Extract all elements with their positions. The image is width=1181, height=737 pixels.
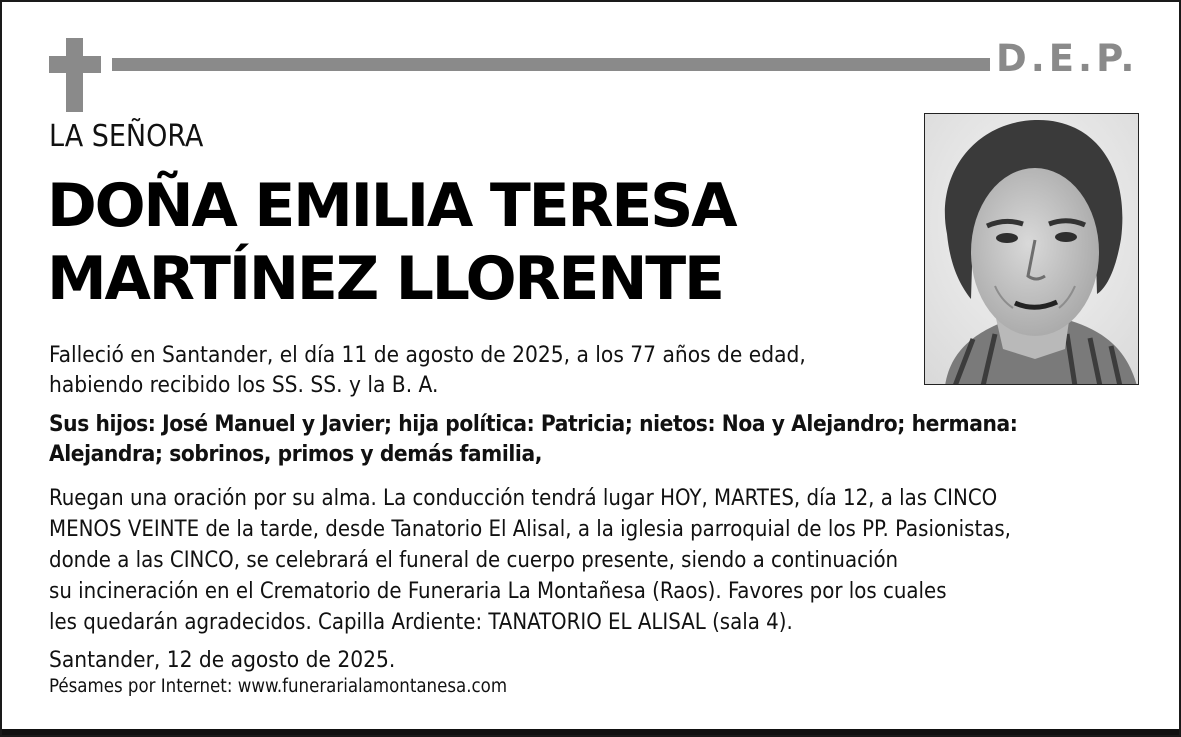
funeral-line: Ruegan una oración por su alma. La conducción tendrá lugar HOY, MARTES, día 12, a las CINCO [49,486,998,511]
cross-icon [49,38,101,112]
deceased-name-line-2: MARTÍNEZ LLORENTE [47,244,723,314]
funeral-details [49,483,1011,638]
family-line: Sus hijos: José Manuel y Javier; hija política: Patricia; nietos: Noa y Alejandro; hermana: [49,411,1018,437]
funeral-line: donde a las CINCO, se celebrará el funeral de cuerpo presente, siendo a continuación [49,548,899,573]
bottom-border [2,729,1179,735]
deceased-name-line-1: DOÑA EMILIA TERESA [47,171,736,241]
place-date: Santander, 12 de agosto de 2025. [49,647,396,673]
family-line: Alejandra; sobrinos, primos y demás familia, [49,441,542,467]
internet-condolences: Pésames por Internet: www.funerarialamontanesa.com [49,676,508,697]
death-line: Falleció en Santander, el día 11 de agosto de 2025, a los 77 años de edad, [49,342,806,368]
funeral-line: les quedarán agradecidos. Capilla Ardiente: TANATORIO EL ALISAL (sala 4). [49,610,793,635]
death-statement [49,340,806,400]
salutation: LA SEÑORA [49,119,204,154]
dep-label: D.E.P. [996,37,1139,80]
header-rule [112,58,990,71]
funeral-line: su incineración en el Crematorio de Funeraria La Montañesa (Raos). Favores por los cuales [49,579,947,604]
death-line: habiendo recibido los SS. SS. y la B. A. [49,372,439,398]
deceased-name [47,170,907,316]
funeral-line: MENOS VEINTE de la tarde, desde Tanatorio El Alisal, a la iglesia parroquial de los PP. Pasionistas, [49,517,1011,542]
family-statement [49,409,1017,469]
portrait-photo [924,113,1139,385]
